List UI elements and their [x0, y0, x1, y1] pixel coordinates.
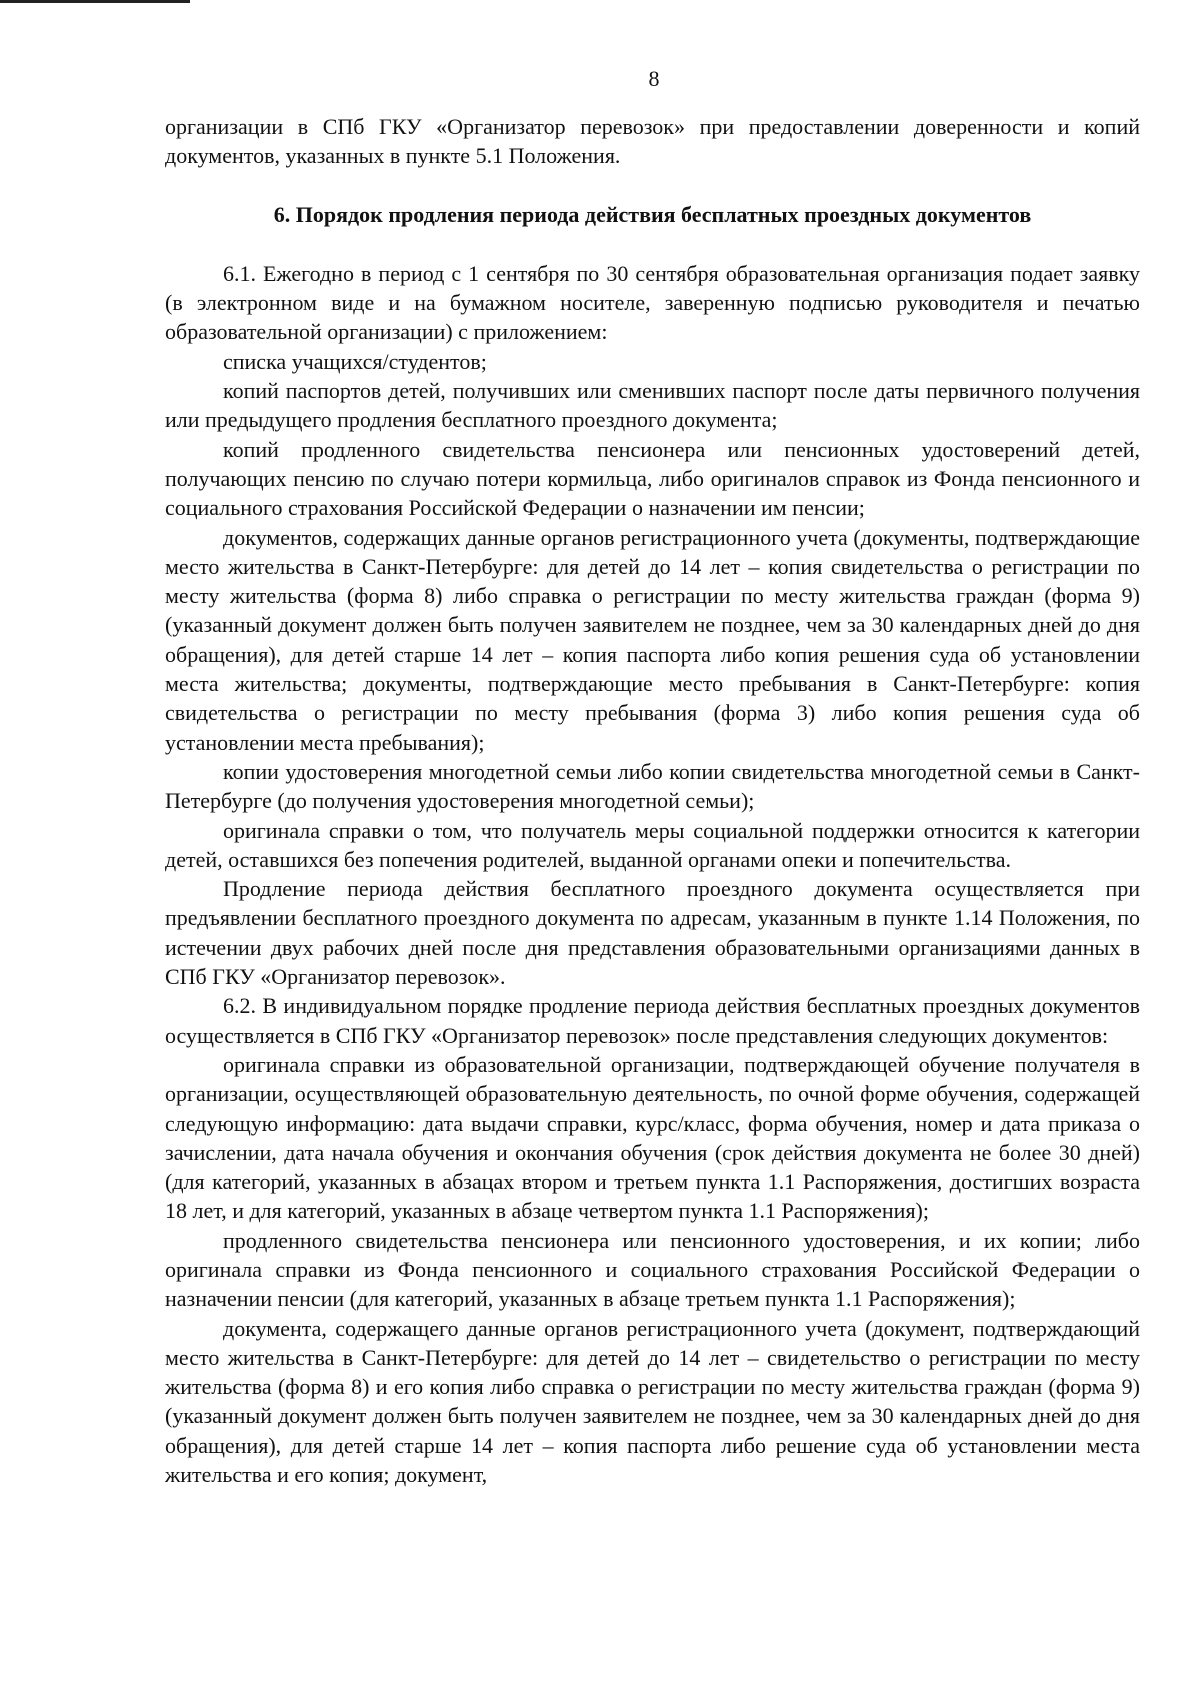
list-item-pension-document: продленного свидетельства пенсионера или пенсионного удостоверения, и их копии; либо оригинала справки из Фонда пенсионного и социального страхования Российской Федерации о назначении пенсии (для категорий, указанных в абзаце третьем пункта 1.1 Распоряжения);: [165, 1227, 1140, 1312]
intro-paragraph: организации в СПб ГКУ «Организатор перевозок» при предоставлении доверенности и копий документов, указанных в пункте 5.1 Положения.: [165, 114, 1140, 169]
paragraph-6-2: 6.2. В индивидуальном порядке продление периода действия бесплатных проездных документов осуществляется в СПб ГКУ «Организатор перевозок» после представления следующих документов:: [165, 993, 1140, 1048]
section-heading: 6. Порядок продления периода действия бесплатных проездных документов: [273, 201, 1032, 227]
document-body: [165, 112, 1140, 1489]
page-number: 8: [648, 66, 660, 91]
paragraph-6-1: 6.1. Ежегодно в период с 1 сентября по 30 сентября образовательная организация подает заявку (в электронном виде и на бумажном носителе, заверенную подписью руководителя и печатью образовательной организации) с приложением:: [165, 260, 1140, 345]
list-item-education-certificate: оригинала справки из образовательной организации, подтверждающей обучение получателя в организации, осуществляющей образовательную деятельность, по очной форме обучения, содержащей следующую информацию: дата выдачи справки, курс/класс, форма обучения, номер и дата приказа о зачислении, дата начала обучения и окончания обучения (срок действия документа не более 30 дней) (для категорий, указанных в абзацах втором и третьем пункта 1.1 Распоряжения, достигших возраста 18 лет, и для категорий, указанных в абзаце четвертом пункта 1.1 Распоряжения);: [165, 1051, 1140, 1224]
list-item-pension-certificates: копий продленного свидетельства пенсионера или пенсионных удостоверений детей, получающих пенсию по случаю потери кормильца, либо оригиналов справок из Фонда пенсионного и социального страхования Российской Федерации о назначении им пенсии;: [165, 436, 1140, 521]
list-item-passport-copies: копий паспортов детей, получивших или сменивших паспорт после даты первичного получения или предыдущего продления бесплатного проездного документа;: [165, 378, 1140, 433]
list-item-registration-documents: документов, содержащих данные органов регистрационного учета (документы, подтверждающие место жительства в Санкт-Петербурге: для детей до 14 лет – копия свидетельства о регистрации по месту жительства (форма 8) либо справка о регистрации по месту жительства граждан (форма 9) (указанный документ должен быть получен заявителем не позднее, чем за 30 календарных дней до дня обращения), для детей старше 14 лет – копия паспорта либо копия решения суда об установлении места жительства; документы, подтверждающие место пребывания в Санкт-Петербурге: копия свидетельства о регистрации по месту пребывания (форма 3) либо копия решения суда об установлении места пребывания);: [165, 524, 1140, 755]
paragraph-renewal-procedure: Продление периода действия бесплатного проездного документа осуществляется при предъявлении бесплатного проездного документа по адресам, указанным в пункте 1.14 Положения, по истечении двух рабочих дней после дня представления образовательными организациями данных в СПб ГКУ «Организатор перевозок».: [165, 876, 1140, 990]
list-item-student-list: списка учащихся/студентов;: [223, 348, 487, 374]
list-item-guardianship-certificate: оригинала справки о том, что получатель меры социальной поддержки относится к категории детей, оставшихся без попечения родителей, выданной органами опеки и попечительства.: [165, 817, 1140, 872]
list-item-registration-document: документа, содержащего данные органов регистрационного учета (документ, подтверждающий место жительства в Санкт-Петербурге: для детей до 14 лет – свидетельство о регистрации по месту жительства (форма 8) и его копия либо справка о регистрации по месту жительства граждан (форма 9) (указанный документ должен быть получен заявителем не позднее, чем за 30 календарных дней до дня обращения), для детей старше 14 лет – копия паспорта либо решение суда об установлении места жительства и его копия; документ,: [165, 1315, 1140, 1488]
list-item-large-family-certificate: копии удостоверения многодетной семьи либо копии свидетельства многодетной семьи в Санкт-Петербурге (до получения удостоверения многодетной семьи);: [165, 758, 1140, 814]
